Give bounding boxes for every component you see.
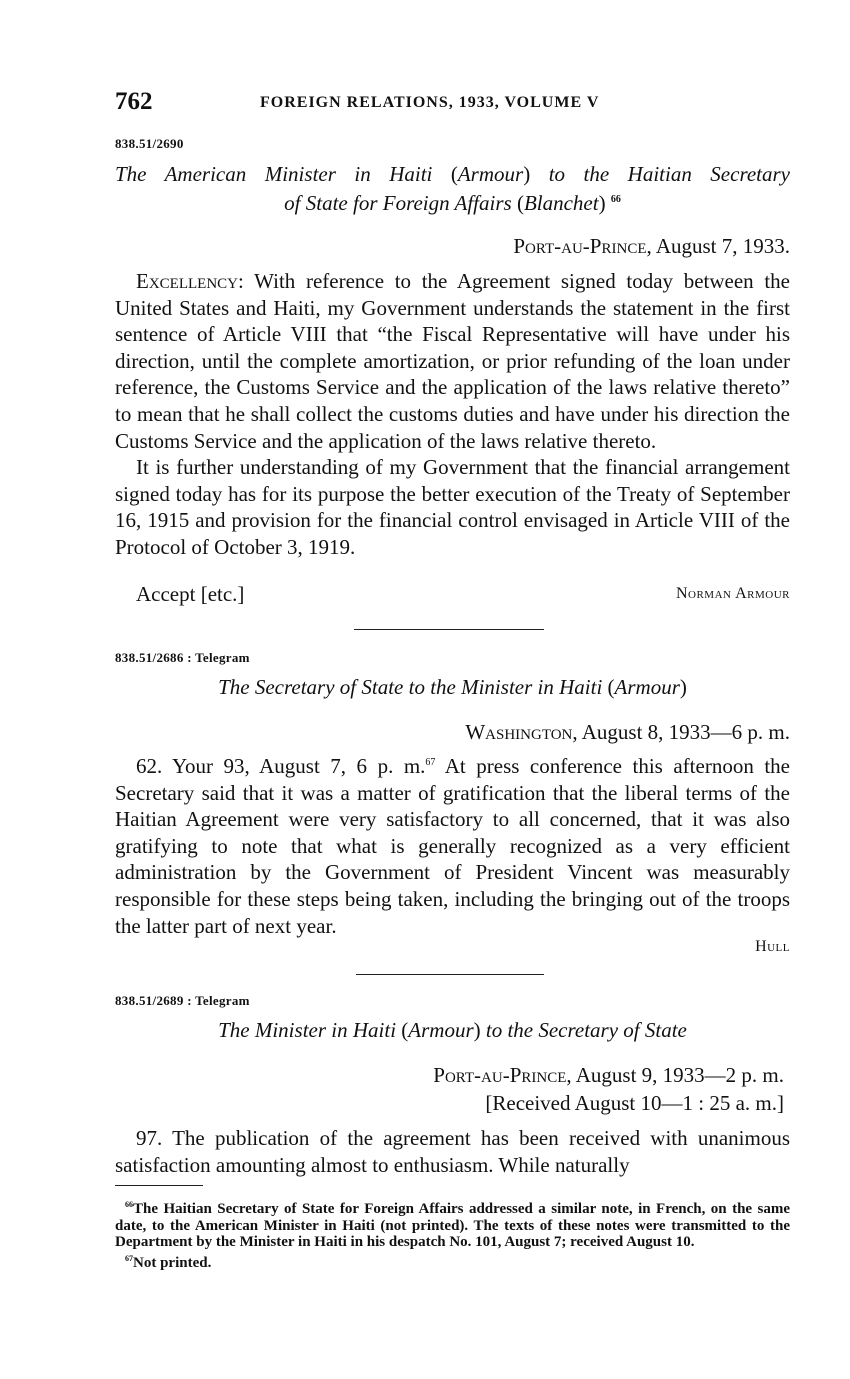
dateline-place: Port-au-Prince (433, 1063, 567, 1087)
footnote-divider (115, 1185, 203, 1186)
footnote-66-text: The Haitian Secretary of State for Foreign Affairs addressed a similar note, in French, on the same date, to the American Minister in Haiti (not printed). The texts of these notes were transmitted to the Department by the Minister in Haiti in his despatch No. 101, August 7; received August 10. (115, 1201, 790, 1250)
paren-open: ( (401, 1018, 409, 1042)
footnote-ref-66: 66 (610, 194, 621, 205)
dateline-place: Port-au-Prince (513, 234, 647, 258)
doc1-body (115, 268, 790, 561)
doc1-dateline (513, 234, 790, 259)
doc2-signature: Hull (755, 938, 790, 955)
doc2-paragraph-text: At press conference this afternoon the Secretary said that it was a matter of gratification that the liberal terms of the Haitian Agreement were very satisfactory to all concerned, that it was also gratifying to note that what is generally recognized as a very efficient administration by the Government of President Vincent was measurably responsible for these steps being taken, including the bringing out of the troops the latter part of next year. (115, 754, 790, 938)
paren-close: ) (523, 162, 531, 186)
dateline-date: , August 8, 1933—6 p. m. (572, 720, 790, 744)
paren-open: ( (607, 675, 615, 699)
footnote-ref-67: 67 (425, 757, 436, 768)
footnote-67 (115, 1251, 790, 1272)
doc2-dateline (465, 720, 790, 745)
doc2-closing (115, 935, 790, 959)
salutation: Excellency (136, 269, 238, 293)
paren-open: ( (516, 191, 524, 215)
dateline-place: Washington (465, 720, 573, 744)
doc1-title-name: Armour (457, 162, 524, 186)
doc2-title (115, 674, 790, 700)
footnote-mark: 67 (125, 1253, 133, 1263)
doc2-paragraph-text: 62. Your 93, August 7, 6 p. m. (136, 754, 426, 778)
doc1-title (115, 161, 790, 216)
doc3-file-number: 838.51/2689 : Telegram (115, 993, 250, 1008)
paren-close: ) (473, 1018, 481, 1042)
footnote-67-text: Not printed. (133, 1254, 212, 1271)
doc1-paragraph-1 (115, 268, 790, 454)
paren-close: ) (679, 675, 687, 699)
doc2-title-text: The Secretary of State to the Minister in Haiti (218, 675, 608, 699)
footnotes (115, 1197, 790, 1271)
doc2-title-name: Armour (614, 675, 680, 699)
page-header (115, 88, 790, 118)
footnote-66 (115, 1197, 790, 1251)
footnote-mark: 66 (125, 1200, 133, 1209)
doc1-file-number: 838.51/2690 (115, 136, 184, 151)
running-title: FOREIGN RELATIONS, 1933, VOLUME V (260, 94, 600, 111)
doc1-signature: Norman Armour (675, 585, 790, 602)
doc3-received: [Received August 10—1 : 25 a. m.] (485, 1091, 784, 1115)
doc2-body (115, 753, 790, 939)
doc3-title-text: to the Secretary of State (480, 1018, 687, 1042)
doc1-paragraph-1-text: : With reference to the Agreement signed today between the United States and Haiti, my Government understands the statement in the first sentence of Article VIII that “the Fiscal Representative will have under his direction, until the complete amortization, or prior refunding of the loan under reference, the Customs Service and the application of the laws relative thereto” to mean that he shall collect the customs duties and have under his direction the Customs Service and the application of the laws relative thereto. (115, 269, 790, 453)
doc1-title-name: Blanchet (523, 191, 599, 215)
paren-close: ) (598, 191, 606, 215)
closing-text: Accept [etc.] (136, 582, 245, 606)
section-divider (354, 629, 544, 630)
doc3-paragraph: 97. The publication of the agreement has been received with unanimous satisfaction amounting almost to enthusiasm. While naturally (115, 1126, 790, 1177)
doc3-title-text: The Minister in Haiti (218, 1018, 402, 1042)
doc3-title (115, 1017, 790, 1043)
paren-open: ( (450, 162, 458, 186)
doc1-title-text: to the Haitian Secretary (530, 162, 790, 186)
doc1-title-line2 (115, 187, 790, 216)
doc3-body (115, 1125, 790, 1178)
doc1-title-text: of State for Foreign Affairs (284, 191, 517, 215)
doc1-title-text: The American Minister in Haiti (115, 162, 451, 186)
dateline-date: , August 7, 1933. (646, 234, 790, 258)
doc3-dateline (433, 1063, 784, 1088)
page-number: 762 (115, 88, 153, 115)
section-divider (356, 974, 544, 975)
dateline-date: , August 9, 1933—2 p. m. (566, 1063, 784, 1087)
doc2-file-number: 838.51/2686 : Telegram (115, 650, 250, 665)
doc1-paragraph-2: It is further understanding of my Government that the financial arrangement signed today has for its purpose the better execution of the Treaty of September 16, 1915 and provision for the financial control envisaged in Article VIII of the Protocol of October 3, 1919. (115, 455, 790, 559)
doc1-title-line1 (115, 161, 790, 187)
doc3-title-name: Armour (408, 1018, 474, 1042)
doc2-paragraph (115, 753, 790, 939)
